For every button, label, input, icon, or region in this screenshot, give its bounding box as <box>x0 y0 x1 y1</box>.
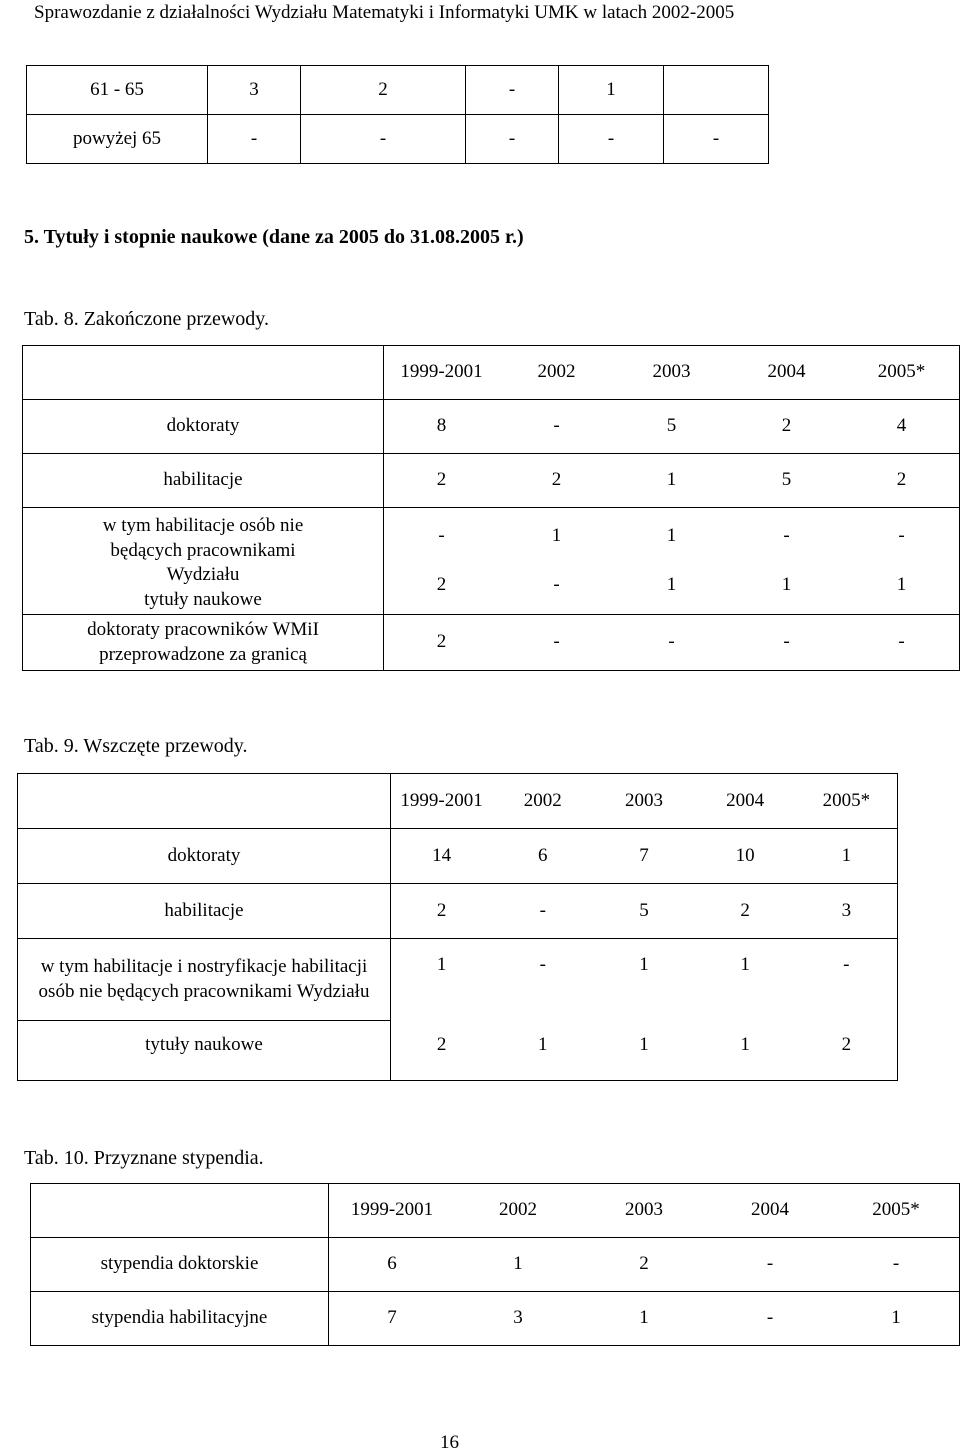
table-cell: 1 <box>513 1253 523 1275</box>
table-cell: - <box>466 66 559 115</box>
column-header: 2005* <box>877 361 926 383</box>
table-row <box>18 939 898 1021</box>
row-label: habilitacje <box>23 454 384 508</box>
table-cell: - <box>892 1253 900 1275</box>
table-cell: 2 <box>436 1033 447 1055</box>
empty-corner-cell <box>23 346 384 400</box>
table-cell: - <box>766 1253 774 1275</box>
table-cell: - <box>766 1307 774 1329</box>
table-cell: 2 <box>740 899 750 921</box>
table-cell: 5 <box>781 469 792 491</box>
column-header: 2002 <box>499 1199 537 1221</box>
value-group <box>391 939 898 1021</box>
table-cell: - <box>553 631 560 653</box>
table-cell: - <box>664 115 769 164</box>
page-header: Sprawozdanie z działalności Wydziału Matematyki i Informatyki UMK w latach 2002-2005 <box>34 2 735 23</box>
table-cell: 1 <box>891 1307 901 1329</box>
age-table <box>26 65 769 164</box>
table-cell: 5 <box>666 415 677 437</box>
row-label: stypendia doktorskie <box>31 1238 329 1292</box>
table-cell: 1 <box>666 469 677 491</box>
section-heading: 5. Tytuły i stopnie naukowe (dane za 2005 do 31.08.2005 r.) <box>24 226 524 248</box>
row-label: doktoraty pracowników WMiI przeprowadzone za granicą <box>23 615 384 671</box>
table-cell: 7 <box>639 844 649 866</box>
table-cell: - <box>539 954 546 975</box>
row-label: w tym habilitacje osób nie będących pracownikami Wydziału <box>102 515 304 586</box>
row-label: doktoraty <box>23 400 384 454</box>
table-cell: 6 <box>387 1253 397 1275</box>
table-header-row <box>18 774 898 829</box>
value-group <box>391 1021 898 1081</box>
value-group <box>384 508 960 615</box>
row-label: doktoraty <box>18 829 391 884</box>
tab8-caption: Tab. 8. Zakończone przewody. <box>24 308 269 330</box>
table-cell <box>664 66 769 115</box>
table-cell: 8 <box>436 415 447 437</box>
row-label: stypendia habilitacyjne <box>31 1292 329 1346</box>
table-cell: 5 <box>639 899 649 921</box>
table-cell: 2 <box>551 469 562 491</box>
table-row <box>18 829 898 884</box>
header-cell-group <box>329 1184 960 1238</box>
table-cell: 2 <box>436 573 447 595</box>
table-cell: 1 <box>436 954 447 975</box>
table-cell: 10 <box>735 844 755 866</box>
empty-corner-cell <box>31 1184 329 1238</box>
header-cell-group <box>384 346 960 400</box>
tab9-table <box>17 773 898 1081</box>
table-row <box>18 1021 898 1081</box>
table-cell: 2 <box>781 415 792 437</box>
table-cell: 4 <box>896 415 907 437</box>
column-header: 2005* <box>822 789 871 811</box>
column-header: 2002 <box>537 361 576 383</box>
table-row <box>27 66 769 115</box>
table-row <box>23 508 960 615</box>
table-row <box>23 400 960 454</box>
column-header: 1999-2001 <box>350 1199 434 1221</box>
row-label: w tym habilitacje i nostryfikacje habilitacji osób nie będących pracownikami Wydziału <box>18 939 391 1021</box>
table-cell: 6 <box>538 844 548 866</box>
table-cell: 1 <box>639 1307 649 1329</box>
table-row <box>18 884 898 939</box>
table-cell: - <box>898 631 905 653</box>
column-header: 2004 <box>767 361 806 383</box>
column-header: 1999-2001 <box>400 361 483 383</box>
table-cell: 2 <box>896 469 907 491</box>
table-row <box>23 615 960 671</box>
table-cell: - <box>783 525 790 546</box>
table-cell: - <box>783 631 790 653</box>
table-cell: 1 <box>666 525 677 546</box>
tab10-table <box>30 1183 960 1346</box>
row-label-group <box>23 508 384 615</box>
value-group <box>329 1292 960 1346</box>
value-group <box>384 400 960 454</box>
table-cell: - <box>898 525 905 546</box>
table-cell: 2 <box>436 899 447 921</box>
table-cell: 1 <box>551 525 562 546</box>
table-cell: 2 <box>639 1253 649 1275</box>
table-row <box>27 115 769 164</box>
table-cell: 7 <box>387 1307 397 1329</box>
table-row <box>23 454 960 508</box>
tab8-table <box>22 345 960 671</box>
value-group <box>384 615 960 671</box>
column-header: 2004 <box>726 789 765 811</box>
table-cell: - <box>438 525 445 546</box>
table-cell: - <box>208 115 301 164</box>
table-cell: 1 <box>740 954 750 975</box>
table-cell: - <box>466 115 559 164</box>
table-cell: - <box>843 954 850 975</box>
row-label: powyżej 65 <box>27 115 208 164</box>
table-cell: 2 <box>841 1033 852 1055</box>
table-cell: 3 <box>208 66 301 115</box>
value-group <box>329 1238 960 1292</box>
column-header: 2002 <box>523 789 562 811</box>
table-cell: 1 <box>841 844 852 866</box>
table-cell: - <box>668 631 675 653</box>
table-cell: 2 <box>436 469 447 491</box>
row-label: tytuły naukowe <box>18 1021 391 1081</box>
column-header: 2004 <box>751 1199 789 1221</box>
table-cell: 1 <box>781 573 792 595</box>
table-header-row <box>31 1184 960 1238</box>
table-cell: - <box>301 115 466 164</box>
tab9-caption: Tab. 9. Wszczęte przewody. <box>24 735 248 757</box>
empty-corner-cell <box>18 774 391 829</box>
table-cell: - <box>553 415 560 437</box>
row-label: tytuły naukowe <box>144 589 262 611</box>
table-cell: 2 <box>436 631 447 653</box>
table-cell: - <box>539 899 546 921</box>
table-header-row <box>23 346 960 400</box>
page-number: 16 <box>440 1432 459 1453</box>
value-group <box>391 829 898 884</box>
table-cell: 3 <box>513 1307 523 1329</box>
value-group <box>384 454 960 508</box>
table-cell: - <box>553 573 560 595</box>
column-header: 2003 <box>624 789 663 811</box>
table-row <box>31 1238 960 1292</box>
table-cell: 1 <box>538 1033 548 1055</box>
table-cell: 3 <box>841 899 852 921</box>
column-header: 1999-2001 <box>400 789 483 811</box>
column-header: 2003 <box>625 1199 663 1221</box>
column-header: 2005* <box>872 1199 920 1221</box>
table-cell: 1 <box>639 954 649 975</box>
value-group <box>391 884 898 939</box>
row-label: habilitacje <box>18 884 391 939</box>
table-cell: 1 <box>666 573 677 595</box>
table-cell: 1 <box>896 573 907 595</box>
table-cell: 1 <box>559 66 664 115</box>
column-header: 2003 <box>652 361 691 383</box>
row-label: 61 - 65 <box>27 66 208 115</box>
table-cell: 1 <box>639 1033 649 1055</box>
table-cell: 1 <box>740 1033 750 1055</box>
table-row <box>31 1292 960 1346</box>
table-cell: 14 <box>432 844 452 866</box>
table-cell: 2 <box>301 66 466 115</box>
table-cell: - <box>559 115 664 164</box>
header-cell-group <box>391 774 898 829</box>
tab10-caption: Tab. 10. Przyznane stypendia. <box>24 1147 264 1169</box>
